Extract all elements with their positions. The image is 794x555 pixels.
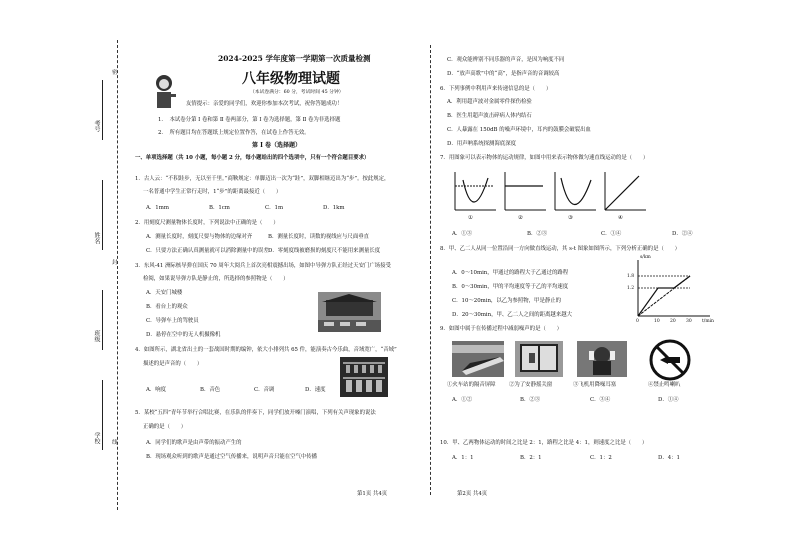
question-1-option: D．1km (323, 205, 345, 211)
sidebar-field-name (102, 180, 103, 250)
closed-window-photo (515, 341, 563, 377)
tiananmen-photo (318, 292, 381, 332)
question-10-option: D．4：1 (658, 455, 680, 461)
question-2-option: D．零刻度线被磨损的刻度尺不能用来测量长度 (268, 248, 381, 254)
exam-info: （本试卷满分：60 分，考试时间 45 分钟） (250, 90, 344, 95)
warm-tip: 友情提示：亲爱的同学们，欢迎你参加本次考试，祝你答题成功！ (186, 101, 343, 107)
motion-graph-2 (503, 170, 548, 215)
question-3-stem: 3．东风-41 洲际核导弹在国庆 70 周年大阅兵上首次亮相震撼出场，如图中导弹方队正经过天安门广场接受 (135, 263, 391, 269)
question-6-option: B．医生用超声波击碎病人体内结石 (447, 113, 532, 119)
question-8-option: C．10～20min，以乙为参照物，甲是静止的 (452, 298, 562, 304)
graph-label: ① (468, 215, 473, 221)
question-7-option: C．①④ (601, 231, 622, 237)
sidebar-field-school (102, 380, 103, 450)
question-3-stem: 检阅，如果说导弹方队是静止的，所选择的参照物是（ ） (143, 276, 289, 282)
question-1-stem: 一名普通中学生正常行走时，1“步”的距离最接近（ ） (143, 189, 282, 195)
question-2-option: C．只要方法正确认真测量就可以消除测量中的误差 (146, 248, 269, 254)
question-8-option: D．20～30min，甲、乙二人之间的距离越来越大 (452, 312, 572, 318)
motion-graph-3 (553, 170, 598, 215)
st-graph-ytick: 1.2 (627, 286, 635, 291)
st-graph-ylabel: s/km (640, 255, 651, 260)
question-9-option: A．①② (452, 397, 473, 403)
question-6-option: C．人暴露在 150dB 的噪声环境中，耳内的鼓膜会破裂出血 (447, 127, 591, 133)
question-10-option: C．1：2 (590, 455, 612, 461)
question-1-stem: 1．古人云：“不积跬步，无以至千里。”商鞅规定：单脚迈出一次为“跬”，双脚相继迈出为“步”。按此规定， (135, 176, 390, 182)
graph-label: ③ (568, 215, 573, 221)
question-4-option: A．响度 (146, 387, 167, 393)
st-graph (630, 256, 715, 326)
seal-char: 封 (112, 260, 118, 266)
st-graph-xtick: 20 (670, 319, 676, 324)
question-8-stem: 8．甲、乙二人从同一位置沿同一方向做直线运动，其 s-t 图象如图所示，下列分析正确的是（ ） (440, 246, 681, 252)
footer-page-right: 第2页 共4页 (457, 491, 488, 497)
question-5-option: A．同学们的歌声是由声带的振动产生的 (146, 440, 242, 446)
instruction-note-1: 1． 本试卷分第 Ⅰ 卷和第 Ⅱ 卷两部分，第 Ⅰ 卷为选择题，第 Ⅱ 卷为非选择题 (158, 117, 341, 123)
seal-char: 密 (112, 70, 118, 76)
question-1-option: A．1mm (146, 205, 169, 211)
bianzhong-bells-photo (340, 357, 388, 397)
question-10-option: B．2：1 (520, 455, 542, 461)
st-graph-xtick: 0 (636, 319, 639, 324)
question-7-stem: 7．用图象可以表示物体的运动规律，如图中用来表示物体做匀速直线运动的是（ ） (440, 155, 649, 161)
question-10-stem: 10．甲、乙两物体运动的时间之比是 2：1，路程之比是 4：1，则速度之比是（ ） (440, 440, 648, 446)
sidebar-field-class (102, 290, 103, 350)
st-graph-xtick: 10 (654, 319, 660, 324)
sidebar-label-class: 班级 (93, 330, 100, 342)
q9-caption: ④禁止鸣喇叭 (648, 382, 681, 388)
question-4-option: B．音色 (200, 387, 221, 393)
question-5-option: B．现场观众听到的歌声是通过空气传播来，说明声音只能在空气中传播 (146, 454, 318, 460)
question-1-option: C．1m (265, 205, 284, 211)
question-5-stem: 5．某校“五四”青年节举行合唱比赛，在乐队的伴奏下，同学们放开嗓门演唱，下列有关声现象的说法 (135, 410, 376, 416)
q9-caption: ①火车站的隔音屏障 (447, 382, 496, 388)
question-1-option: B．1cm (209, 205, 230, 211)
question-3-option: C．导弹车上的驾驶员 (146, 318, 199, 324)
sidebar-label-name: 姓名 (93, 232, 100, 244)
question-2-option: A．测量长度时，刻度尺要与物体的边缘对齐 (146, 234, 253, 240)
question-8-option: A．0～10min，甲通过的路程大于乙通过的路程 (452, 270, 569, 276)
question-6-option: A．利用超声波对金属零件探伤检验 (447, 99, 532, 105)
question-7-option: B．②③ (527, 231, 548, 237)
question-2-stem: 2．用刻度尺测量物体长度时，下列说法中正确的是（ ） (135, 220, 279, 226)
question-7-option: D．②④ (672, 231, 693, 237)
ear-protector-photo (577, 341, 627, 377)
question-9-stem: 9．如图中属于在传播过程中减弱噪声的是（ ） (440, 326, 563, 332)
question-10-option: A．1：1 (452, 455, 474, 461)
question-4-stem: 描述的是声音的（ ） (143, 361, 203, 367)
noise-barrier-photo (452, 341, 504, 377)
question-6-stem: 6．下列事例中利用声来传递信息的是（ ） (440, 86, 552, 92)
footer-page-left: 第1页 共4页 (357, 491, 388, 497)
question-4-option: D．速度 (305, 387, 326, 393)
page-fold-line (430, 45, 431, 495)
section-title: 第 Ⅰ 卷（选择题） (252, 142, 301, 149)
question-8-option: B．0～30min，甲的平均速度等于乙的平均速度 (452, 284, 569, 290)
graph-label: ② (518, 215, 523, 221)
sidebar-label-id: 考号 (93, 120, 100, 132)
section-instruction: 一、单项选择题（共 10 小题，每小题 2 分，每小题给出的四个选项中，只有一个符合题目要求） (135, 155, 370, 161)
q9-caption: ③飞机用降噪耳塞 (573, 382, 617, 388)
sidebar-label-school: 学校 (93, 432, 100, 444)
motion-graph-4 (603, 170, 648, 215)
question-9-option: C．③④ (590, 397, 611, 403)
question-9-option: B．②③ (520, 397, 541, 403)
question-4-option: C．音调 (254, 387, 275, 393)
binding-sidebar (0, 0, 120, 555)
question-6-option: D．用声呐系统探测海底深度 (447, 141, 517, 147)
sidebar-field-id (102, 80, 103, 140)
question-4-stem: 4．如图所示，湖北省出土的一套战国时期的编钟，依大小排列共 65 件，能演奏古今乐曲，音域宽广，“音域” (135, 347, 397, 353)
question-5-stem: 正确的是（ ） (143, 424, 187, 430)
seal-char: 线 (112, 440, 118, 446)
q9-caption: ②为了安静摇关窗 (509, 382, 553, 388)
question-5-option: D．“放声高歌”中的“高”，是指声音的音调较高 (447, 71, 560, 77)
st-graph-xtick: 30 (686, 319, 692, 324)
exam-title: 八年级物理试题 (242, 71, 340, 87)
page-title-line: 2024-2025 学年度第一学期第一次质量检测 (218, 54, 371, 63)
mascot-image (150, 72, 178, 112)
question-3-option: B．看台上的观众 (146, 304, 188, 310)
question-3-option: A．天安门城楼 (146, 290, 183, 296)
st-graph-xlabel: t/min (702, 319, 714, 324)
question-9-option: D．①④ (658, 397, 679, 403)
question-5-option: C．观众能辨别不同乐器的声音，是因为响度不同 (447, 57, 565, 63)
graph-label: ④ (618, 215, 623, 221)
st-graph-ytick: 1.8 (627, 274, 635, 279)
question-2-option: B．测量长度时，读数的视线应与尺面垂直 (268, 234, 369, 240)
instruction-note-2: 2． 所有题目均在答题纸上规定位置作答，在试卷上作答无效。 (158, 130, 310, 136)
question-7-option: A．①③ (452, 231, 473, 237)
question-3-option: D．悬停在空中的无人机摄像机 (146, 332, 221, 338)
no-honking-sign-icon (648, 338, 692, 382)
motion-graph-1 (453, 170, 498, 215)
